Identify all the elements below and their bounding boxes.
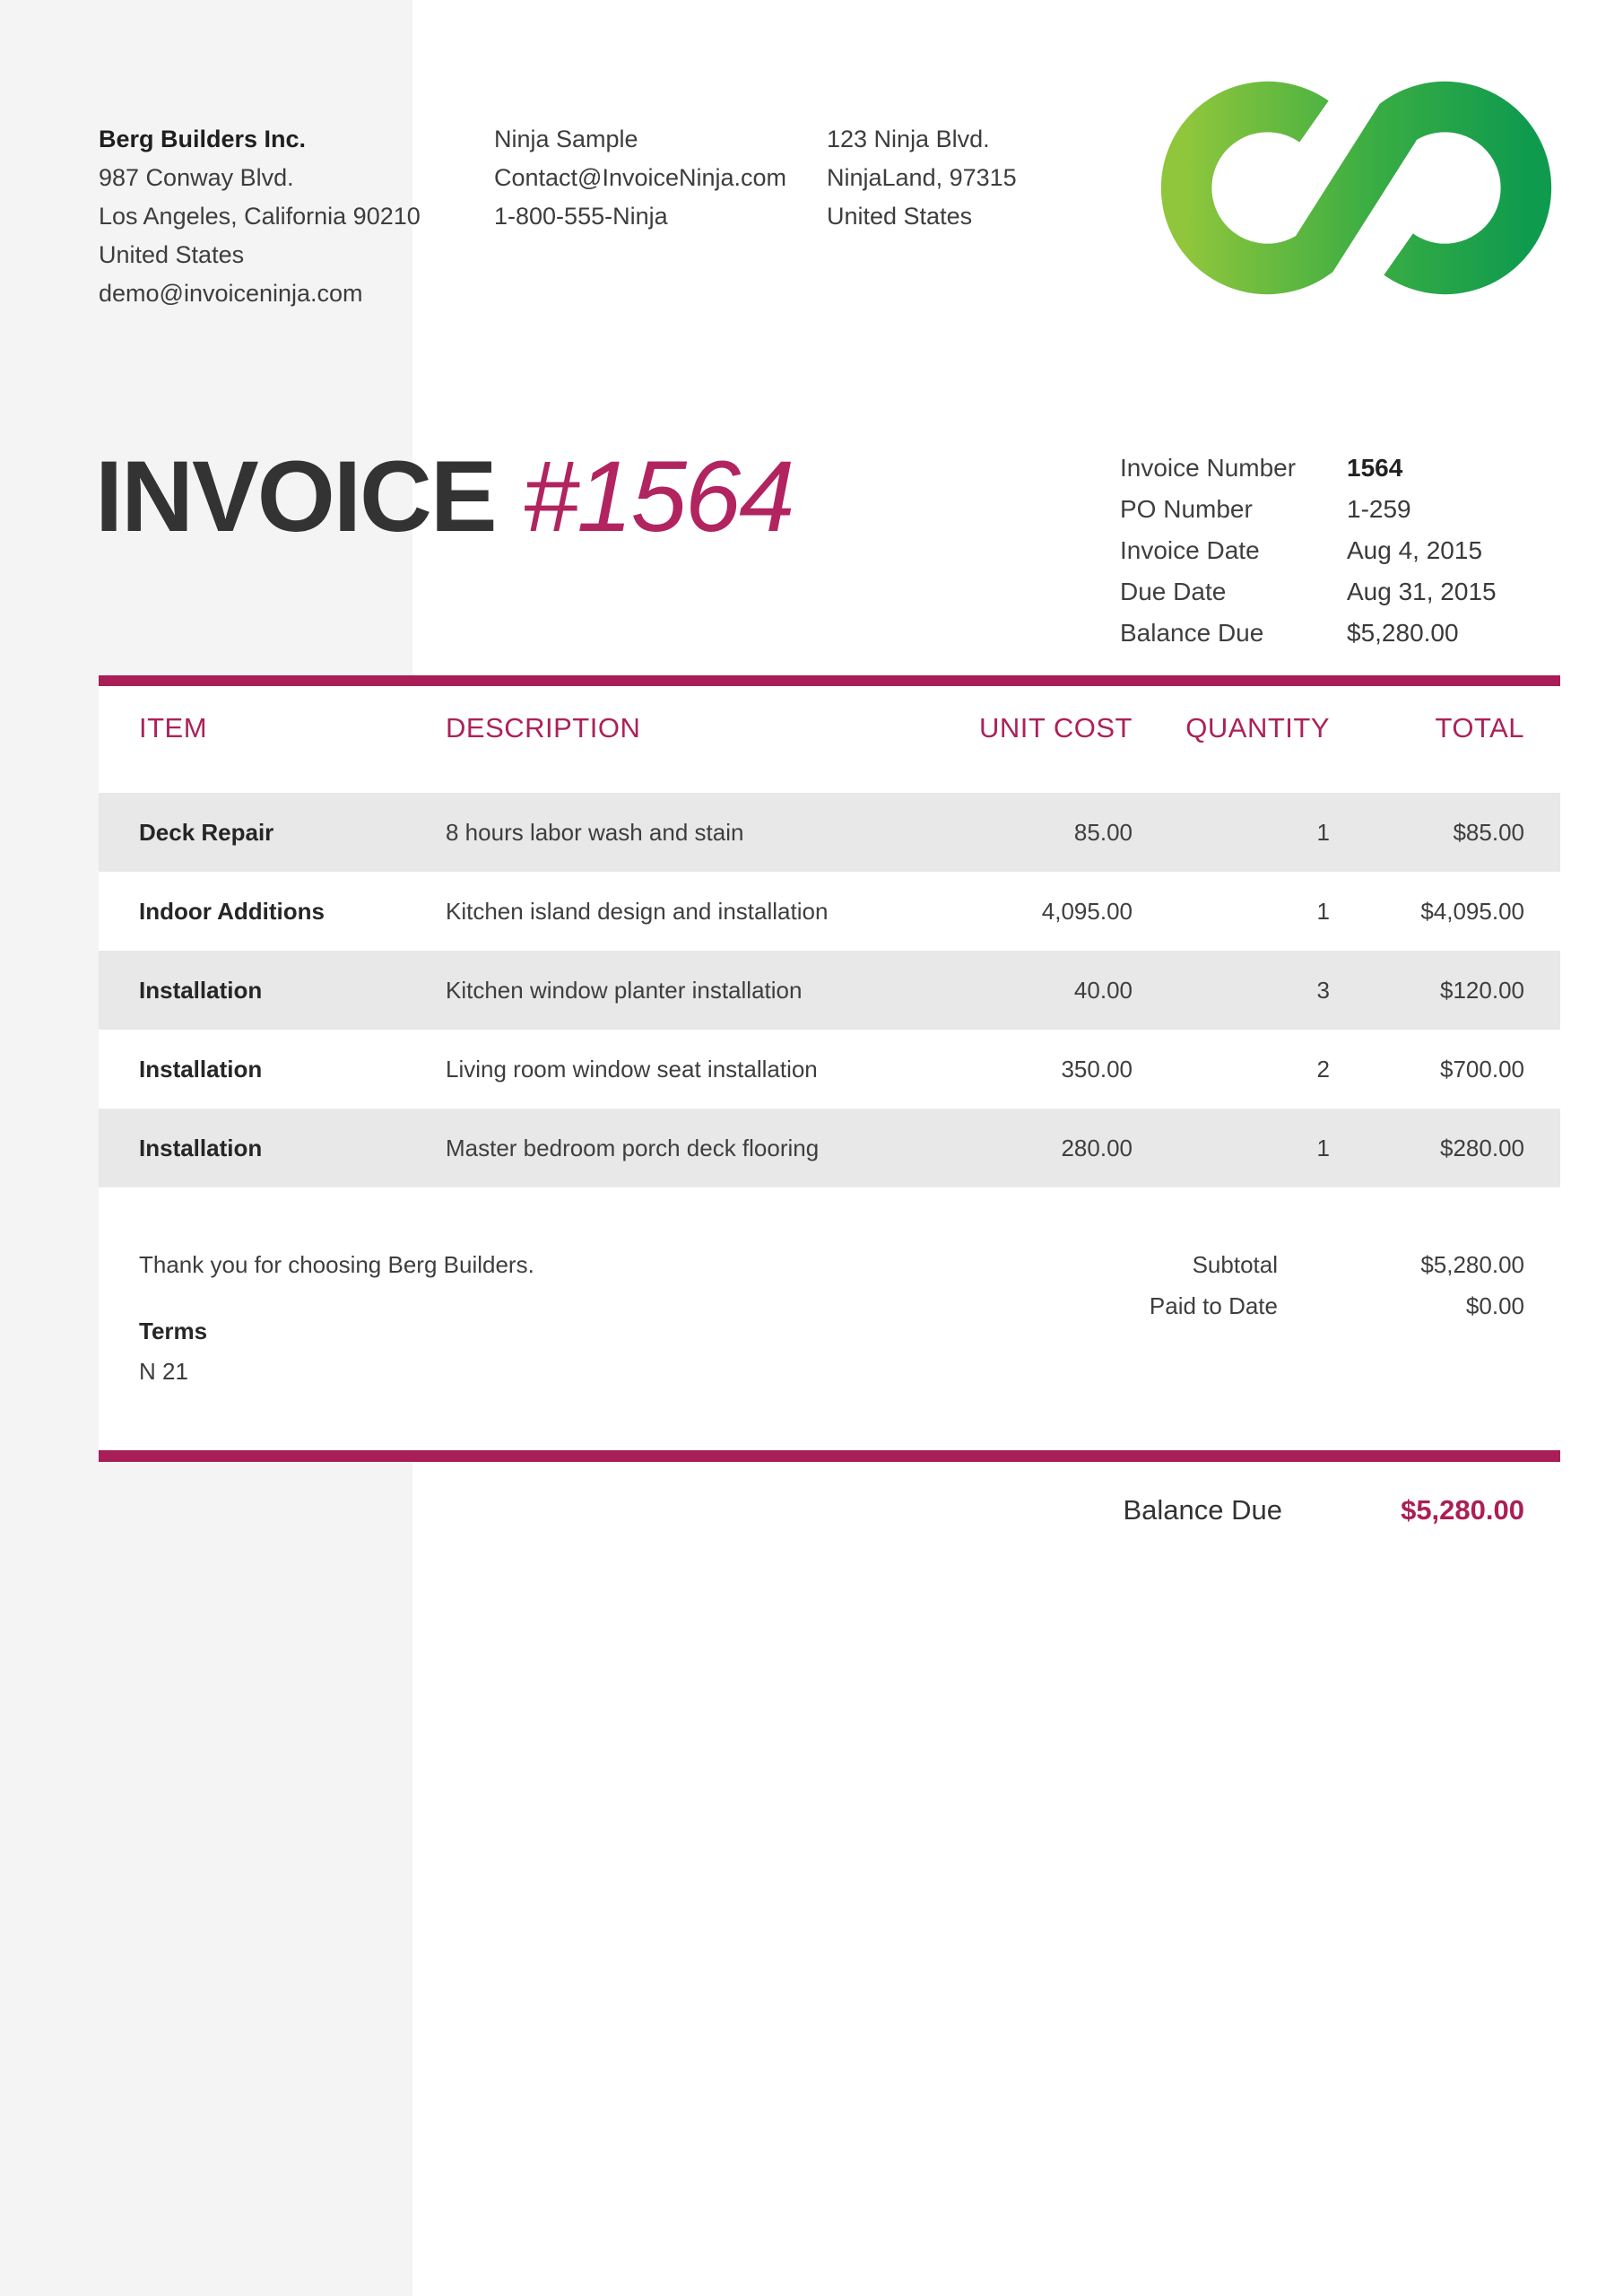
- balance-due-row: [99, 1494, 1560, 1526]
- table-footer-area: [99, 1187, 1560, 1450]
- table-row: [99, 1030, 1560, 1109]
- meta-row-due-date: [1120, 571, 1497, 613]
- meta-row-balance-due: [1120, 613, 1497, 654]
- client-address-block: [827, 120, 1017, 236]
- invoice-title-word: INVOICE: [95, 440, 496, 552]
- meta-label: PO Number: [1120, 495, 1253, 523]
- cell-total: $4,095.00: [1420, 898, 1524, 925]
- table-row: [99, 793, 1560, 872]
- cell-quantity: 3: [1316, 977, 1330, 1004]
- cell-description: Kitchen island design and installation: [446, 898, 829, 925]
- summary-label: Paid to Date: [1149, 1292, 1278, 1319]
- company-email: demo@invoiceninja.com: [99, 280, 363, 307]
- cell-description: Master bedroom porch deck flooring: [446, 1135, 820, 1161]
- cell-quantity: 1: [1316, 1135, 1330, 1161]
- company-name: Berg Builders Inc.: [99, 126, 307, 152]
- summary-value: $0.00: [1465, 1292, 1524, 1319]
- cell-total: $85.00: [1453, 819, 1524, 846]
- company-address-line-1: 987 Conway Blvd.: [99, 164, 294, 191]
- cell-unit-cost: 4,095.00: [1041, 898, 1133, 925]
- column-header-total: TOTAL: [1435, 712, 1524, 744]
- cell-quantity: 1: [1316, 819, 1330, 846]
- cell-unit-cost: 350.00: [1061, 1056, 1133, 1083]
- invoice-title-number: #1564: [522, 440, 794, 552]
- balance-due-value: $5,280.00: [1401, 1494, 1524, 1526]
- cell-item: Deck Repair: [139, 819, 274, 846]
- cell-item: Installation: [139, 1056, 263, 1083]
- cell-unit-cost: 40.00: [1073, 977, 1133, 1004]
- terms-text: N 21: [139, 1358, 188, 1385]
- column-header-unit-cost: UNIT COST: [979, 712, 1133, 744]
- invoice-title: [95, 441, 793, 552]
- cell-description: 8 hours labor wash and stain: [446, 819, 744, 846]
- meta-row-po-number: [1120, 489, 1497, 530]
- meta-label: Invoice Date: [1120, 536, 1260, 564]
- table-header-row: [99, 686, 1560, 793]
- meta-row-invoice-number: [1120, 448, 1497, 489]
- thank-you-note: Thank you for choosing Berg Builders.: [139, 1251, 534, 1278]
- cell-item: Installation: [139, 977, 263, 1004]
- client-name: Ninja Sample: [494, 126, 638, 152]
- cell-unit-cost: 85.00: [1073, 819, 1133, 846]
- cell-total: $280.00: [1440, 1135, 1524, 1161]
- cell-total: $120.00: [1440, 977, 1524, 1004]
- cell-quantity: 1: [1316, 898, 1330, 925]
- meta-label: Due Date: [1120, 578, 1227, 605]
- cell-description: Living room window seat installation: [446, 1056, 818, 1083]
- client-address-line-2: NinjaLand, 97315: [827, 164, 1017, 191]
- cell-item: Indoor Additions: [139, 898, 325, 925]
- company-info-block: [99, 120, 421, 313]
- column-header-description: DESCRIPTION: [446, 712, 641, 744]
- cell-unit-cost: 280.00: [1061, 1135, 1133, 1161]
- meta-label: Balance Due: [1120, 619, 1264, 647]
- summary-label: Subtotal: [1192, 1251, 1278, 1278]
- meta-label: Invoice Number: [1120, 454, 1297, 482]
- summary-row-paid-to-date: [99, 1292, 1560, 1319]
- client-address-line-3: United States: [827, 203, 973, 230]
- invoice-ninja-logo: [1157, 79, 1556, 297]
- cell-item: Installation: [139, 1135, 263, 1161]
- client-email: Contact@InvoiceNinja.com: [494, 164, 787, 191]
- client-phone: 1-800-555-Ninja: [494, 203, 668, 230]
- meta-value: $5,280.00: [1347, 619, 1459, 647]
- balance-due-label: Balance Due: [1123, 1494, 1282, 1526]
- invoice-table-card: [99, 675, 1560, 1462]
- company-address-line-3: United States: [99, 241, 245, 268]
- column-header-quantity: QUANTITY: [1185, 712, 1330, 744]
- invoice-meta-block: [1120, 448, 1497, 654]
- cell-quantity: 2: [1316, 1056, 1330, 1083]
- table-row: [99, 951, 1560, 1030]
- meta-value: 1-259: [1347, 495, 1411, 523]
- summary-value: $5,280.00: [1420, 1251, 1524, 1278]
- column-header-item: ITEM: [139, 712, 208, 744]
- summary-row-subtotal: [99, 1251, 1560, 1278]
- meta-value: Aug 31, 2015: [1347, 578, 1497, 605]
- cell-description: Kitchen window planter installation: [446, 977, 803, 1004]
- table-row: [99, 872, 1560, 951]
- company-address-line-2: Los Angeles, California 90210: [99, 203, 421, 230]
- meta-value: Aug 4, 2015: [1347, 536, 1483, 564]
- terms-heading: Terms: [139, 1318, 208, 1344]
- client-address-line-1: 123 Ninja Blvd.: [827, 126, 990, 152]
- client-contact-block: [494, 120, 786, 236]
- meta-value: 1564: [1347, 454, 1403, 482]
- cell-total: $700.00: [1440, 1056, 1524, 1083]
- table-row: [99, 1109, 1560, 1187]
- infinity-icon: [1157, 79, 1556, 297]
- meta-row-invoice-date: [1120, 530, 1497, 571]
